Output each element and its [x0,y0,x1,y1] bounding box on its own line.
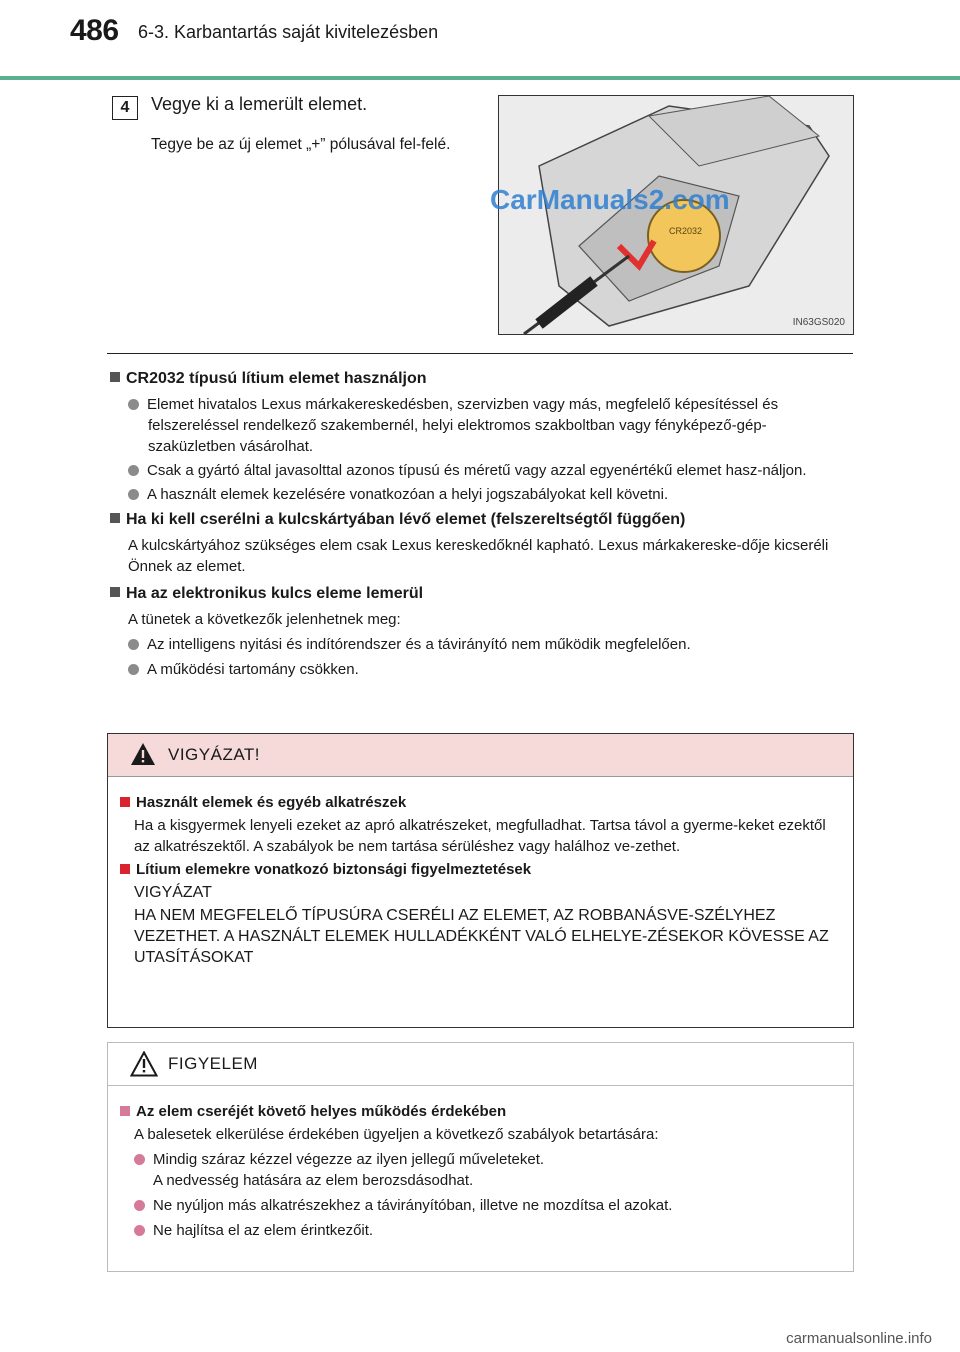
page-number: 486 [70,14,119,47]
list-item: Az intelligens nyitási és indítórendszer és a távirányító nem működik megfelelően. [128,634,854,655]
warning-header [108,734,853,777]
notice-heading: Az elem cseréjét követő helyes működés érdekében [120,1103,840,1120]
list-item-continuation: A nedvesség hatására az elem berozsdásodhat. [153,1172,474,1189]
warning-text-lithium: HA NEM MEGFELELŐ TÍPUSÚRA CSERÉLI AZ ELEMET, AZ ROBBANÁSVE-SZÉLYHEZ VEZETHET. A HASZNÁLT ELEMEK HULLADÉKKÉNT VALÓ ELHELYE-ZÉSEKOR KÖVESSE AZ UTASÍTÁSOKAT [134,907,829,966]
warning-label-lithium: VIGYÁZAT [134,884,212,901]
notice-text: A balesetek elkerülése érdekében ügyeljen a következő szabályok betartására: [134,1126,659,1143]
notice-title: FIGYELEM [168,1054,258,1073]
notice-header [108,1043,853,1086]
warning-box [107,733,854,1028]
section-text-card-key: A kulcskártyához szükséges elem csak Lexus kereskedőknél kapható. Lexus márkakereske-dője kicseréli Önnek az elemet. [128,537,829,575]
warning-heading-small-parts: Használt elemek és egyéb alkatrészek [120,794,840,811]
step-number: 4 [112,96,138,120]
list-item: Ne nyúljon más alkatrészekhez a távirányítóban, illetve ne mozdítsa el azokat. [134,1195,840,1216]
notice-content [120,1103,840,1241]
footer-site[interactable]: carmanualsonline.info [786,1330,932,1347]
warning-text-small-parts: Ha a kisgyermek lenyeli ezeket az apró alkatrészeket, megfulladhat. Tartsa távol a gyerme-keket ezektől az alkatrészektől. A szabályok be nem tartása sérüléshez vagy halálhoz ve-zethet. [134,817,826,855]
list-item: Csak a gyártó által javasolttal azonos típusú és méretű vagy azzal egyenértékű elemet hasz-náljon. [128,460,854,481]
list-item: Mindig száraz kézzel végezze az ilyen jellegű műveleteket. [134,1149,840,1170]
section-heading-battery-type: CR2032 típusú lítium elemet használjon [110,370,854,388]
warning-title: VIGYÁZAT! [168,745,261,764]
list-item: Elemet hivatalos Lexus márkakereskedésben, szervizben vagy más, megfelelő képesítéssel és felszereléssel rendelkező szakembernél, helyi elektromos szakboltban vagy fényképező-gép-szaküzletben vásárolhat. [128,394,854,457]
section-title: 6-3. Karbantartás saját kivitelezésben [138,22,439,42]
notice-triangle-icon [130,1051,158,1077]
section-text-symptoms: A tünetek a következők jelenhetnek meg: [128,611,401,628]
warning-triangle-icon [130,742,156,766]
header-rule [0,76,960,80]
warning-content [120,794,840,968]
watermark: CarManuals2.com [490,184,730,215]
section-heading-battery-depleted: Ha az elektronikus kulcs eleme lemerül [110,585,854,603]
warning-heading-lithium: Lítium elemekre vonatkozó biztonsági figyelmeztetések [120,861,840,878]
notice-box [107,1042,854,1272]
step-note: Tegye be az új elemet „+” pólusával fel-felé. [151,136,451,153]
list-item: A használt elemek kezelésére vonatkozóan a helyi jogszabályokat kell követni. [128,484,854,505]
list-item: A működési tartomány csökken. [128,659,854,680]
step-title: Vegye ki a lemerült elemet. [151,94,368,114]
battery-label: CR2032 [669,226,703,236]
figure-code: IN63GS020 [792,317,845,328]
section-heading-card-key: Ha ki kell cserélni a kulcskártyában lévő elemet (felszereltségtől függően) [110,511,854,529]
section-divider [107,353,853,354]
list-item: Ne hajlítsa el az elem érintkezőit. [134,1220,840,1241]
info-sections [110,370,854,680]
